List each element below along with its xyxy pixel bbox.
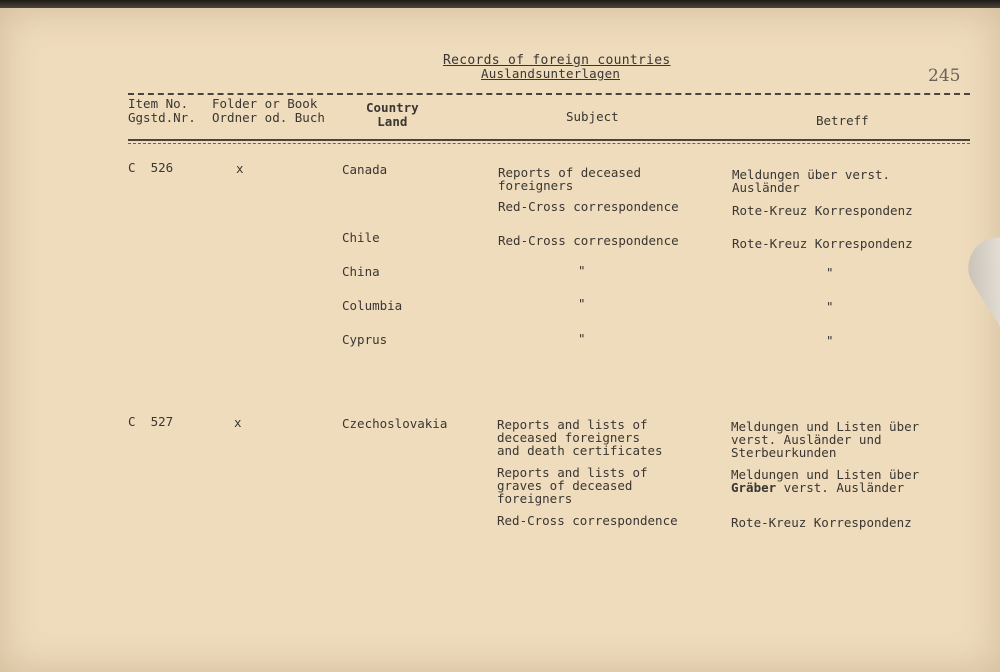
page-number: 245 — [928, 66, 961, 86]
betreff-entry: Rote-Kreuz Korrespondenz — [731, 515, 912, 530]
item-number: C 526 — [128, 160, 174, 175]
subject-entry: Red-Cross correspondence — [497, 513, 678, 528]
subject-entry: Reports and lists of deceased foreigners and death certificates — [497, 417, 663, 458]
betreff-entry — [731, 468, 919, 494]
folder-mark: x — [236, 161, 244, 176]
ditto-mark: " — [578, 296, 586, 311]
subject-entry: Red-Cross correspondence — [498, 233, 679, 248]
country-name: Cyprus — [342, 332, 388, 347]
betreff-entry: Meldungen über verst. Ausländer — [732, 167, 891, 195]
betreff-entry: Rote-Kreuz Korrespondenz — [732, 236, 913, 251]
betreff-emphasis: Gräber — [731, 480, 777, 495]
betreff-entry: Rote-Kreuz Korrespondenz — [732, 203, 913, 218]
column-header-country: Country Land — [366, 100, 419, 129]
page-subtitle: Auslandsunterlagen — [481, 66, 621, 81]
folder-mark: x — [234, 415, 242, 430]
header-top-rule — [128, 93, 970, 95]
betreff-entry: Meldungen und Listen über verst. Ausländer und Sterbeurkunden — [731, 419, 920, 460]
ditto-mark: " — [826, 265, 834, 280]
subject-entry: Reports of deceased foreigners — [498, 165, 641, 193]
column-header-folder: Folder or Book Ordner od. Buch — [212, 96, 325, 125]
header-bottom-rule — [128, 139, 970, 141]
column-header-betreff: Betreff — [816, 113, 869, 128]
subject-entry: Reports and lists of graves of deceased foreigners — [497, 465, 648, 506]
header-bottom-rule-dashed — [128, 143, 970, 144]
ditto-mark: " — [578, 331, 586, 346]
country-name: China — [342, 264, 380, 279]
country-name: Canada — [342, 162, 388, 177]
page-title: Records of foreign countries — [443, 53, 671, 68]
betreff-line: verst. Ausländer — [776, 480, 905, 495]
column-header-subject: Subject — [566, 109, 619, 124]
ditto-mark: " — [826, 299, 834, 314]
subject-entry: Red-Cross correspondence — [498, 199, 679, 214]
column-header-item-no: Item No. Ggstd.Nr. — [128, 96, 196, 125]
country-name: Columbia — [342, 298, 403, 313]
item-number: C 527 — [128, 414, 174, 429]
country-name: Czechoslovakia — [342, 416, 448, 431]
country-name: Chile — [342, 230, 380, 245]
ditto-mark: " — [826, 333, 834, 348]
betreff-line: Meldungen und Listen über — [731, 467, 920, 482]
ditto-mark: " — [578, 263, 586, 278]
